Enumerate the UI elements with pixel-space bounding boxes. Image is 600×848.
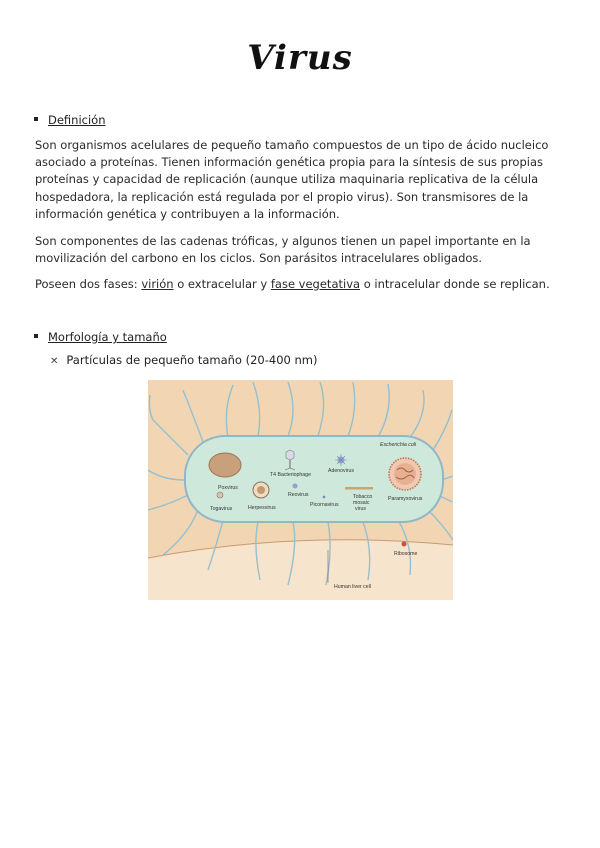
section-heading-definicion [34,113,106,127]
picornavirus-particle [323,496,326,499]
reovirus-label: Reovirus [288,492,309,498]
tmv-label-3: virus [355,506,366,512]
virus-size-figure [148,380,453,600]
picornavirus-label: Picornavirus [310,502,339,508]
reovirus-particle [293,484,298,489]
cross-bullet-icon: ✕ [50,356,59,367]
herpesvirus-core [257,486,265,494]
togavirus-label: Togavirus [210,506,233,512]
tmv-label-1: Tobacco [353,494,373,500]
paragraph-cadenas-troficas: Son componentes de las cadenas tróficas, y algunos tienen un papel importante en la movilización del carbono en los ciclos. Son parásitos intracelulares obligados. [35,234,531,266]
poxvirus-label: Poxvirus [218,485,238,491]
section-heading-morfologia [34,330,167,344]
section-heading-label: Morfología y tamaño [48,330,167,344]
bullet-icon [34,117,38,121]
poxvirus-particle [209,453,241,477]
paramyxovirus-label: Paramyxovirus [388,496,423,502]
tmv-label-2: mosaic [353,500,370,506]
herpesvirus-label: Herpesvirus [248,505,276,511]
term-virion: virión [141,277,174,291]
ecoli-label: Escherichia coli [380,442,417,448]
fases-text-3: o intracelular donde se replican. [360,277,550,291]
page-title: Virus [247,38,353,78]
paragraph-fases [35,276,565,293]
list-item-size [50,353,317,367]
adenovirus-label: Adenovirus [328,468,354,474]
tobacco-mosaic-virus-particle [345,487,373,490]
ribosome-label: Ribosome [394,551,418,557]
t4-label: T4 Bacteriophage [270,472,311,478]
fases-text-1: Poseen dos fases: [35,277,142,291]
paramyxovirus-particle [389,458,421,490]
term-fase-vegetativa: fase vegetativa [270,277,361,291]
virus-comparison-illustration [148,380,453,600]
fases-text-2: o extracelular y [173,277,271,291]
bullet-icon [34,334,38,338]
liver-cell-label: Human liver cell [334,584,371,590]
section-heading-label: Definición [48,113,106,127]
paragraph-definition: Son organismos acelulares de pequeño tamaño compuestos de un tipo de ácido nucleico asociado a proteínas. Tienen información genética propia para la síntesis de sus propias proteínas y capacidad de replicación (aunque utiliza maquinaria replicativa de la célula hospedadora, la replicación está regulada por el propio virus). Son transmisores de la información genética y contribuyen a la información. [35,138,549,221]
list-item-text: Partículas de pequeño tamaño (20-400 nm) [66,353,318,367]
togavirus-particle [217,492,223,498]
ribosome-particle [402,542,407,547]
